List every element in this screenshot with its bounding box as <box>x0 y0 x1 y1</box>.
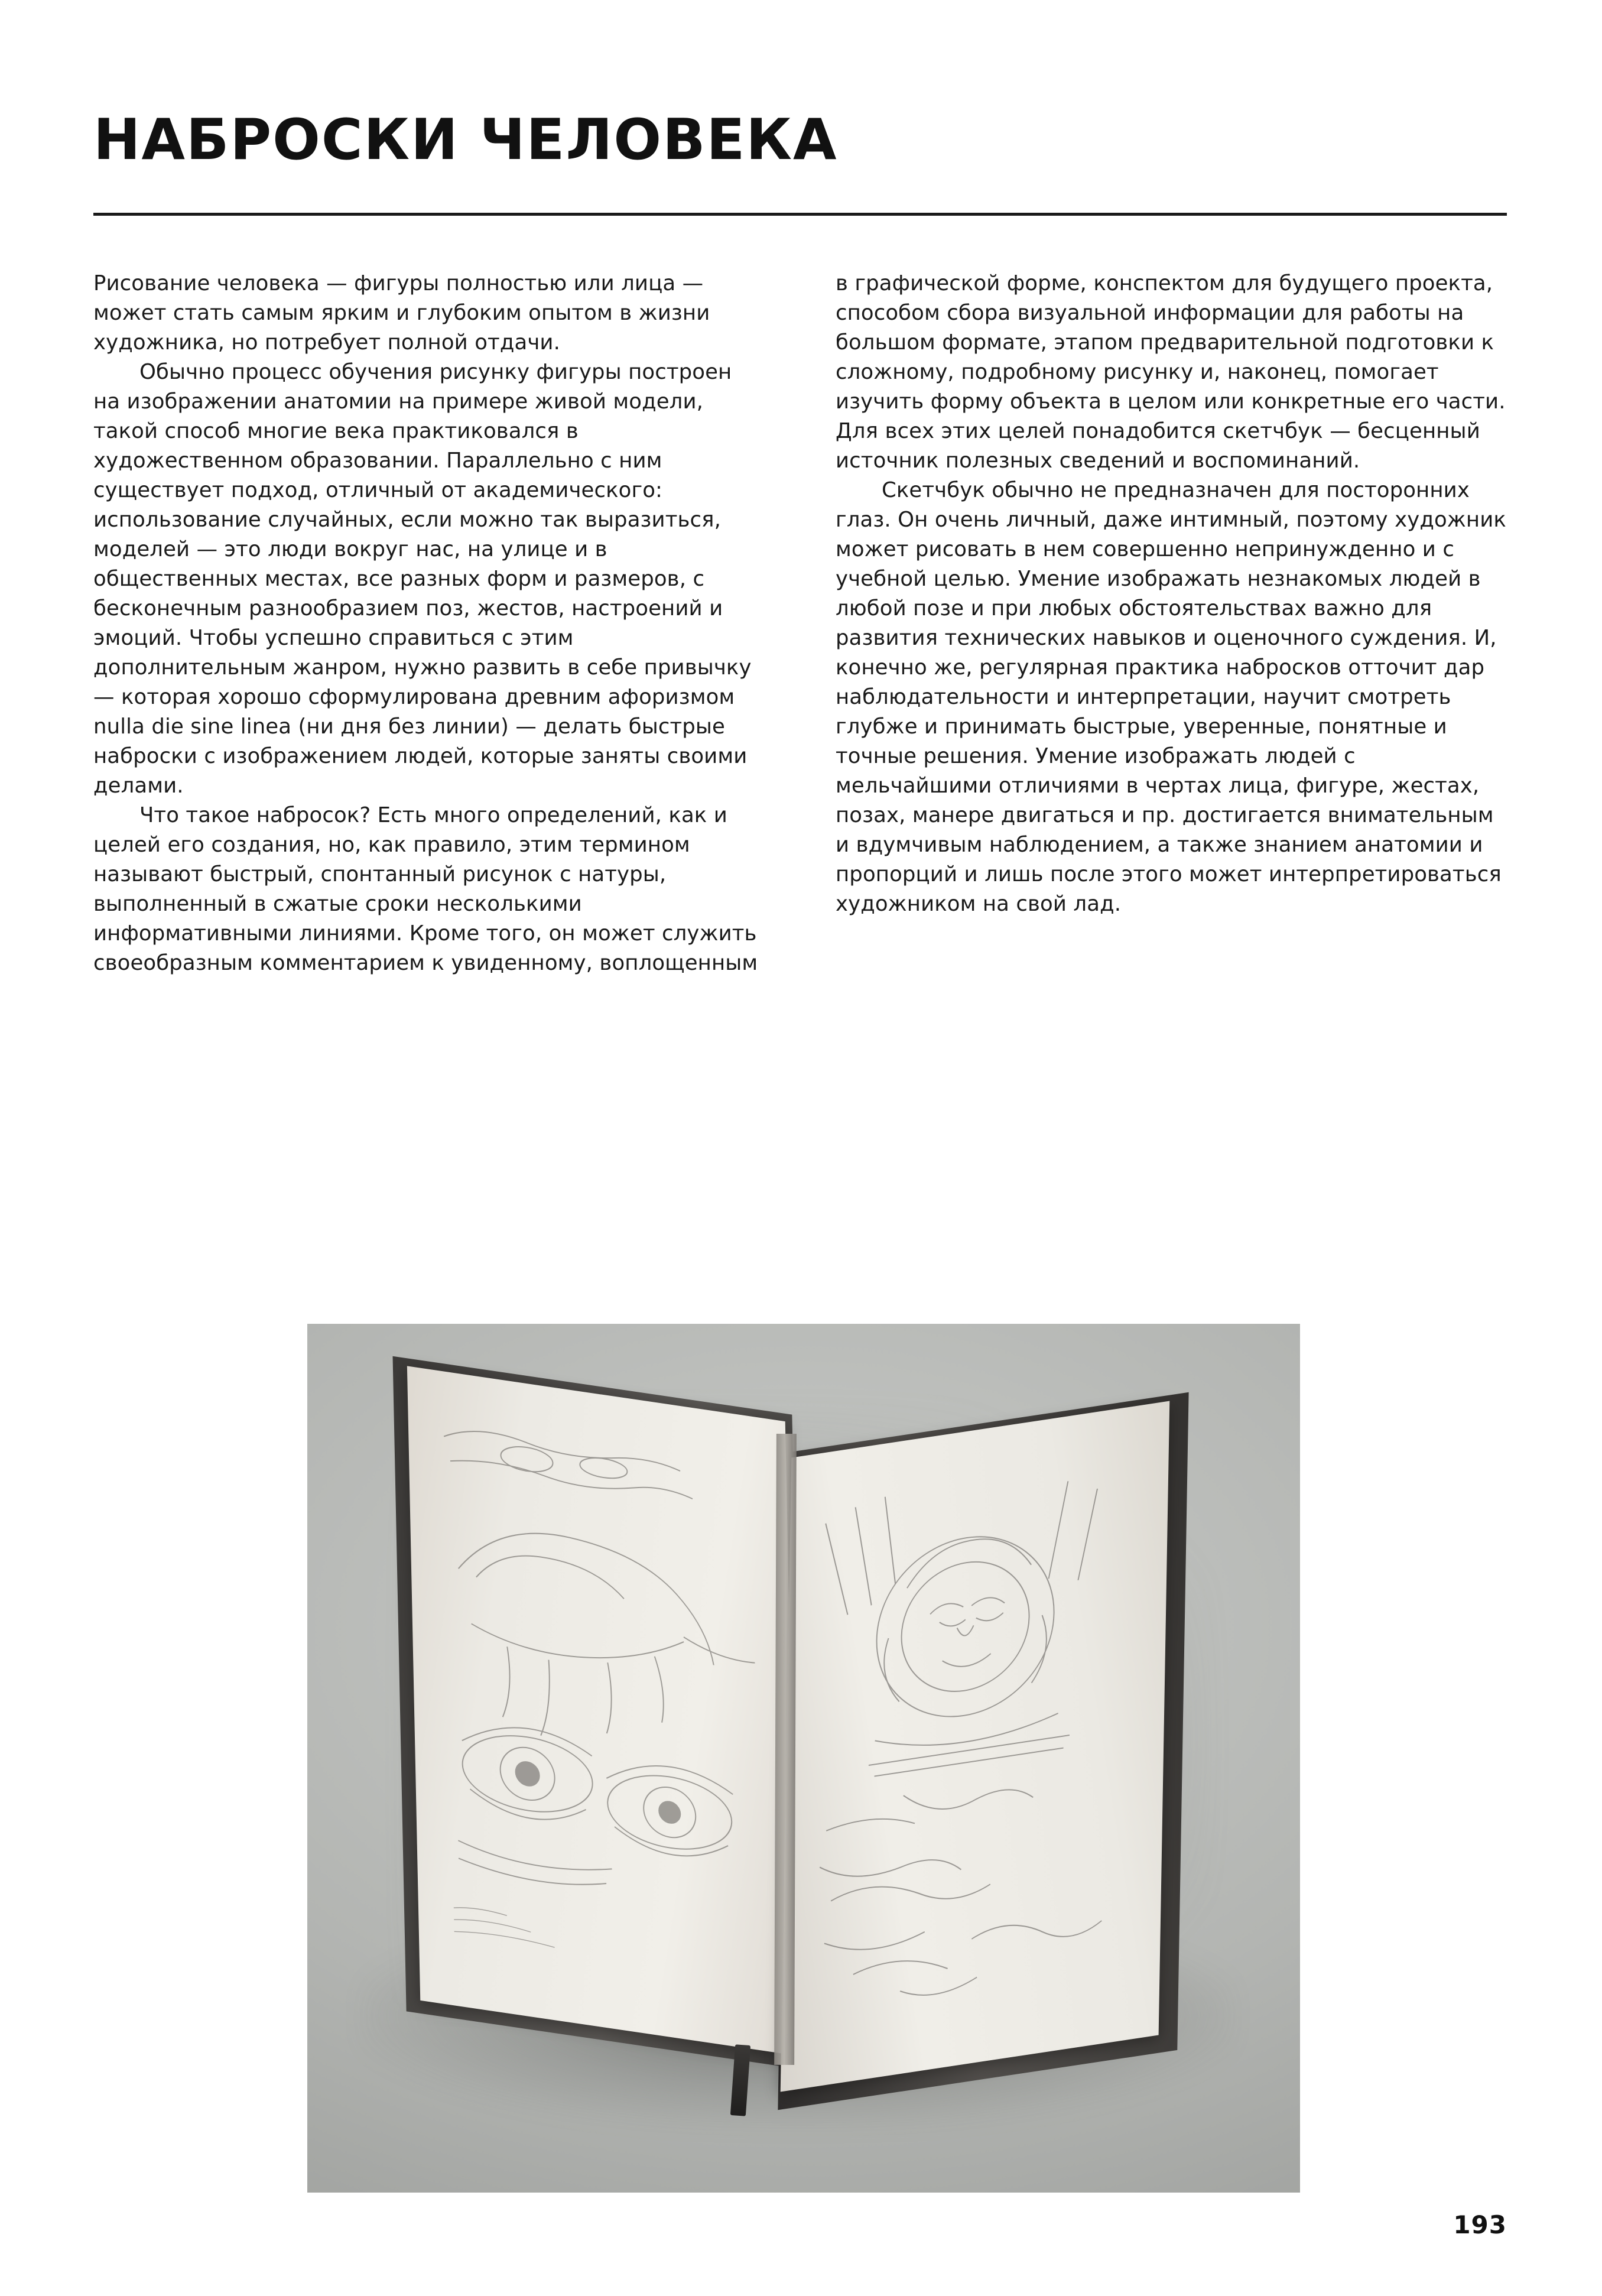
sketchbook-page-left <box>407 1366 798 2055</box>
figure-photo <box>307 1324 1300 2193</box>
paragraph: Скетчбук обычно не предназначен для посторонних глаз. Он очень личный, даже интимный, поэтому художник может рисовать в нем совершенно непринужденно и с учебной целью. Умение изображать незнакомых людей в любой позе и при любых обстоятельствах важно для развития технических навыков и оценочного суждения. И, конечно же, регулярная практика набросков отточит дар наблюдательности и интерпретации, научит смотреть глубже и принимать быстрые, уверенные, понятные и точные решения. Умение изображать людей с мельчайшими отличиями в чертах лица, фигуре, жестах, позах, манере двигаться и пр. достигается внимательным и вдумчивым наблюдением, а также знанием анатомии и пропорций и лишь после этого может интерпретироваться художником на свой лад. <box>836 478 1506 916</box>
paragraph: Обычно процесс обучения рисунку фигуры построен на изображении анатомии на примере живой модели, такой способ многие века практиковался в художественном образовании. Параллельно с ним существует подход, отличный от академического: использование случайных, если можно так выразиться, моделей — это люди вокруг нас, на улице и в общественных местах, все разных форм и размеров, с бесконечным разнообразием поз, жестов, настроений и эмоций. Чтобы успешно справиться с этим дополнительным жанром, нужно развить в себе привычку — которая хорошо сформулирована древним афоризмом nulla die sine linea (ни дня без линии) — делать быстрые наброски с изображением людей, которые заняты своими делами. <box>93 360 752 798</box>
paragraph: в графической форме, конспектом для будущего проекта, способом сбора визуальной информации для работы на большом формате, этапом предварительной подготовки к сложному, подробному рисунку и, наконец, помогает изучить форму объекта в целом или конкретные его части. Для всех этих целей понадобится скетчбук — бесценный источник полезных сведений и воспоминаний. <box>836 271 1506 473</box>
column-right <box>836 269 1507 978</box>
column-left <box>93 269 765 978</box>
sketchbook <box>378 1377 1229 2122</box>
pencil-sketch-left <box>407 1366 798 2055</box>
paragraph: Рисование человека — фигуры полностью или лица — может стать самым ярким и глубоким опытом в жизни художника, но потребует полной отдачи. <box>93 271 710 355</box>
sketchbook-spine <box>774 1434 797 2065</box>
page-title-block <box>93 108 1512 173</box>
sketchbook-page-right <box>781 1401 1170 2092</box>
page-title: НАБРОСКИ ЧЕЛОВЕКА <box>93 108 838 173</box>
page-number: 193 <box>1453 2210 1507 2239</box>
pencil-sketch-right <box>781 1401 1170 2092</box>
body-columns <box>93 269 1507 978</box>
title-divider <box>93 213 1507 216</box>
paragraph: Что такое набросок? Есть много определений, как и целей его создания, но, как правило, этим термином называют быстрый, спонтанный рисунок с натуры, выполненный в сжатые сроки несколькими информативными линиями. Кроме того, он может служить своеобразным комментарием к увиденному, воплощенным <box>93 803 758 975</box>
